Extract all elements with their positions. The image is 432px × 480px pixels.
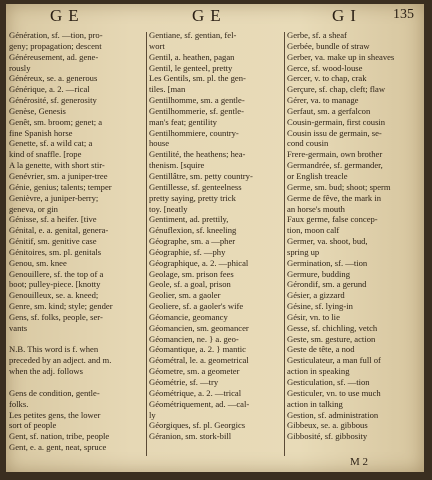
- header-left: GE: [50, 6, 85, 25]
- page-number: 135: [393, 7, 414, 22]
- entry-line: Cousin-germain, first cousin: [287, 116, 386, 127]
- entry-line: Gesticulation, sf. —tion: [287, 377, 370, 387]
- running-header: [6, 6, 424, 28]
- entry-line: Gesticulateur, a man full of: [287, 355, 381, 366]
- entry-line: vants: [9, 322, 28, 333]
- entry-line: Géranion, sm. stork-bill: [149, 431, 232, 442]
- entry-line: Geolier, sm. a gaoler: [149, 290, 221, 301]
- entry-line: Génisse, sf. a heifer. [tive: [9, 214, 97, 225]
- entry-line: Gentilité, the heathens; hea-: [149, 149, 246, 160]
- entry-line: Les Gentils, sm. pl. the gen-: [149, 73, 246, 84]
- entry-line: Gérer, va. to manage: [287, 95, 359, 106]
- entry-line: Frere-germain, own brother: [287, 149, 383, 160]
- signature-mark: M 2: [349, 456, 368, 468]
- entry-line: N.B. This word is f. when: [9, 344, 99, 355]
- entry-line: thenism. [squire: [149, 160, 205, 171]
- column-middle: [149, 30, 282, 442]
- entry-line: Génie, genius; talents; temper: [9, 181, 112, 192]
- entry-line: Gerçure, sf. chap, cleft; flaw: [287, 84, 386, 95]
- entry-line: fine Spanish horse: [9, 127, 73, 138]
- entry-line: Génération, sf. —tion, pro-: [9, 30, 103, 40]
- entry-line: Géometre, sm. a geometer: [149, 366, 240, 377]
- entry-line: ly: [149, 409, 156, 420]
- entry-line: Gentil, a. heathen, pagan: [149, 51, 235, 62]
- entry-line: Gestion, sf. administration: [287, 409, 379, 420]
- entry-line: folks.: [9, 398, 29, 409]
- entry-line: Généreux, se. a. generous: [9, 73, 98, 84]
- entry-line: Gentilhomme, sm. a gentle-: [149, 95, 245, 106]
- entry-line: or English treacle: [287, 170, 348, 181]
- entry-line: Gerbe, sf. a sheaf: [287, 30, 347, 40]
- entry-line: Géographique, a. 2. —phical: [149, 257, 249, 268]
- entry-line: Germe, sm. bud; shoot; sperm: [287, 181, 391, 192]
- entry-line: Les petites gens, the lower: [9, 409, 101, 420]
- entry-line: Gésier, a gizzard: [287, 290, 345, 301]
- entry-line: Geste de tête, a nod: [287, 344, 355, 355]
- entry-line: Génitif, sm. genitive case: [9, 236, 97, 247]
- entry-line: Gent, e. a. gent, neat, spruce: [9, 442, 107, 453]
- entry-line: Germination, sf. —tion: [287, 257, 368, 268]
- entry-line: Genêt, sm. broom; genet; a: [9, 116, 103, 127]
- entry-line: preceded by an adject. and m.: [9, 355, 112, 366]
- entry-line: Geoliere, sf. a gaoler's wife: [149, 301, 244, 312]
- entry-line: Génital, e. a. genital, genera-: [9, 225, 109, 236]
- entry-line: Gentiment, ad. prettily,: [149, 214, 229, 225]
- entry-line: Gent, sf. nation, tribe, people: [9, 431, 110, 442]
- entry-line: Geste, sm. gesture, action: [287, 333, 376, 344]
- entry-line: house: [149, 138, 170, 149]
- entry-line: Gésir, vn. to lie: [287, 311, 340, 322]
- entry-line: Genette, sf. a wild cat; a: [9, 138, 93, 149]
- entry-line: Géométrique, a. 2. —trical: [149, 387, 242, 398]
- entry-line: cond cousin: [287, 138, 329, 149]
- entry-line: man's feat; gentility: [149, 116, 217, 127]
- entry-line: sort of people: [9, 420, 57, 431]
- entry-line: Géorgiques, sf. pl. Georgics: [149, 420, 246, 431]
- entry-line: Genévrier, sm. a juniper-tree: [9, 170, 108, 181]
- entry-line: Cousin issu de germain, se-: [287, 127, 382, 138]
- entry-line: geneva, or gin: [9, 203, 58, 214]
- entry-line: Gerfaut, sm. a gerfalcon: [287, 105, 371, 116]
- entry-line: tion, moon calf: [287, 225, 340, 236]
- entry-line: [9, 334, 144, 345]
- entry-line: Gesticuler, vn. to use much: [287, 387, 381, 398]
- entry-line: when the adj. follows: [9, 366, 83, 377]
- column-left: [9, 30, 144, 453]
- entry-line: tiles. [man: [149, 84, 186, 95]
- entry-line: Génitoires, sm. pl. genitals: [9, 246, 102, 257]
- entry-line: Gentil, le genteel, pretty: [149, 62, 233, 73]
- entry-line: Gerbée, bundle of straw: [287, 40, 370, 51]
- entry-line: Genèse, Genesis: [9, 105, 66, 116]
- entry-line: Gibbosité, sf. gibbosity: [287, 431, 368, 442]
- entry-line: Gerce, sf. wood-louse: [287, 62, 363, 73]
- entry-line: Géographie, sf. —phy: [149, 246, 226, 257]
- dictionary-page: [6, 4, 424, 472]
- entry-line: A la genette, with short stir-: [9, 160, 105, 171]
- entry-line: boot; pulley-piece. [knotty: [9, 279, 101, 290]
- entry-line: Géométrie, sf. —try: [149, 377, 219, 387]
- entry-line: Geole, sf. a goal, prison: [149, 279, 231, 290]
- entry-line: Gerber, va. make up in sheaves: [287, 51, 395, 62]
- entry-line: Faux germe, false concep-: [287, 214, 378, 225]
- entry-line: toy. [neatly: [149, 203, 188, 214]
- entry-line: action in talking: [287, 398, 343, 409]
- entry-line: Générosité, sf. generosity: [9, 95, 97, 106]
- entry-line: action in speaking: [287, 366, 350, 377]
- entry-line: Géomancie, geomancy: [149, 311, 228, 322]
- entry-line: wort: [149, 40, 165, 51]
- entry-line: Gentiane, sf. gentian, fel-: [149, 30, 237, 40]
- entry-line: Genou, sm. knee: [9, 257, 67, 268]
- entry-line: Germure, budding: [287, 268, 351, 279]
- entry-line: Gens, sf. folks, people, ser-: [9, 311, 103, 322]
- entry-line: Géomantique, a. 2. } mantic: [149, 344, 246, 355]
- entry-line: Germandrée, sf. germander,: [287, 160, 383, 171]
- entry-line: Géométriquement, ad. —cal-: [149, 398, 250, 409]
- entry-line: geny; propagation; descent: [9, 40, 102, 51]
- entry-line: Germer, va. shoot, bud,: [287, 236, 368, 247]
- entry-line: rously: [9, 62, 31, 73]
- entry-line: Génuflexion, sf. kneeling: [149, 225, 237, 236]
- entry-line: Géomancien, ne. } a. geo-: [149, 333, 239, 344]
- entry-line: Gentilhommerie, sf. gentle-: [149, 105, 244, 116]
- entry-line: Geolage, sm. prison fees: [149, 268, 234, 279]
- entry-line: Genouillere, sf. the top of a: [9, 268, 104, 279]
- entry-line: Géométral, le. a. geometrical: [149, 355, 249, 366]
- entry-line: Germe de fêve, the mark in: [287, 192, 382, 203]
- entry-line: Gérondif, sm. a gerund: [287, 279, 367, 290]
- entry-line: Géomancien, sm. geomancer: [149, 322, 249, 333]
- entry-line: Gibbeux, se. a. gibbous: [287, 420, 368, 431]
- entry-line: Générique, a. 2. —rical: [9, 84, 90, 95]
- entry-line: an horse's mouth: [287, 203, 345, 214]
- entry-line: Gentillâtre, sm. petty country-: [149, 170, 253, 181]
- entry-line: Géographe, sm. a —pher: [149, 236, 236, 247]
- column-divider-1: [146, 32, 147, 456]
- entry-line: Gercer, v. to chap, crak: [287, 73, 367, 84]
- entry-line: Gesse, sf. chichling, vetch: [287, 322, 378, 333]
- entry-line: Genouilleux, se. a. kneed;: [9, 290, 99, 301]
- entry-line: Genre, sm. kind; style; gender: [9, 301, 113, 312]
- entry-line: Généreusement, ad. gene-: [9, 51, 99, 62]
- entry-line: pretty saying, pretty trick: [149, 192, 236, 203]
- entry-line: [9, 377, 144, 388]
- entry-line: kind of snaffle. [rope: [9, 149, 82, 160]
- entry-line: Genièvre, a juniper-berry;: [9, 192, 99, 203]
- entry-line: Gens de condition, gentle-: [9, 387, 100, 398]
- header-middle: GE: [192, 6, 227, 25]
- entry-line: Gésine, sf. lying-in: [287, 301, 353, 312]
- header-right: GI: [332, 6, 362, 25]
- column-divider-2: [284, 32, 285, 456]
- entry-line: Gentilhommiere, country-: [149, 127, 239, 138]
- column-right: [287, 30, 421, 442]
- entry-line: spring up: [287, 246, 320, 257]
- entry-line: Gentillesse, sf. genteelness: [149, 181, 242, 192]
